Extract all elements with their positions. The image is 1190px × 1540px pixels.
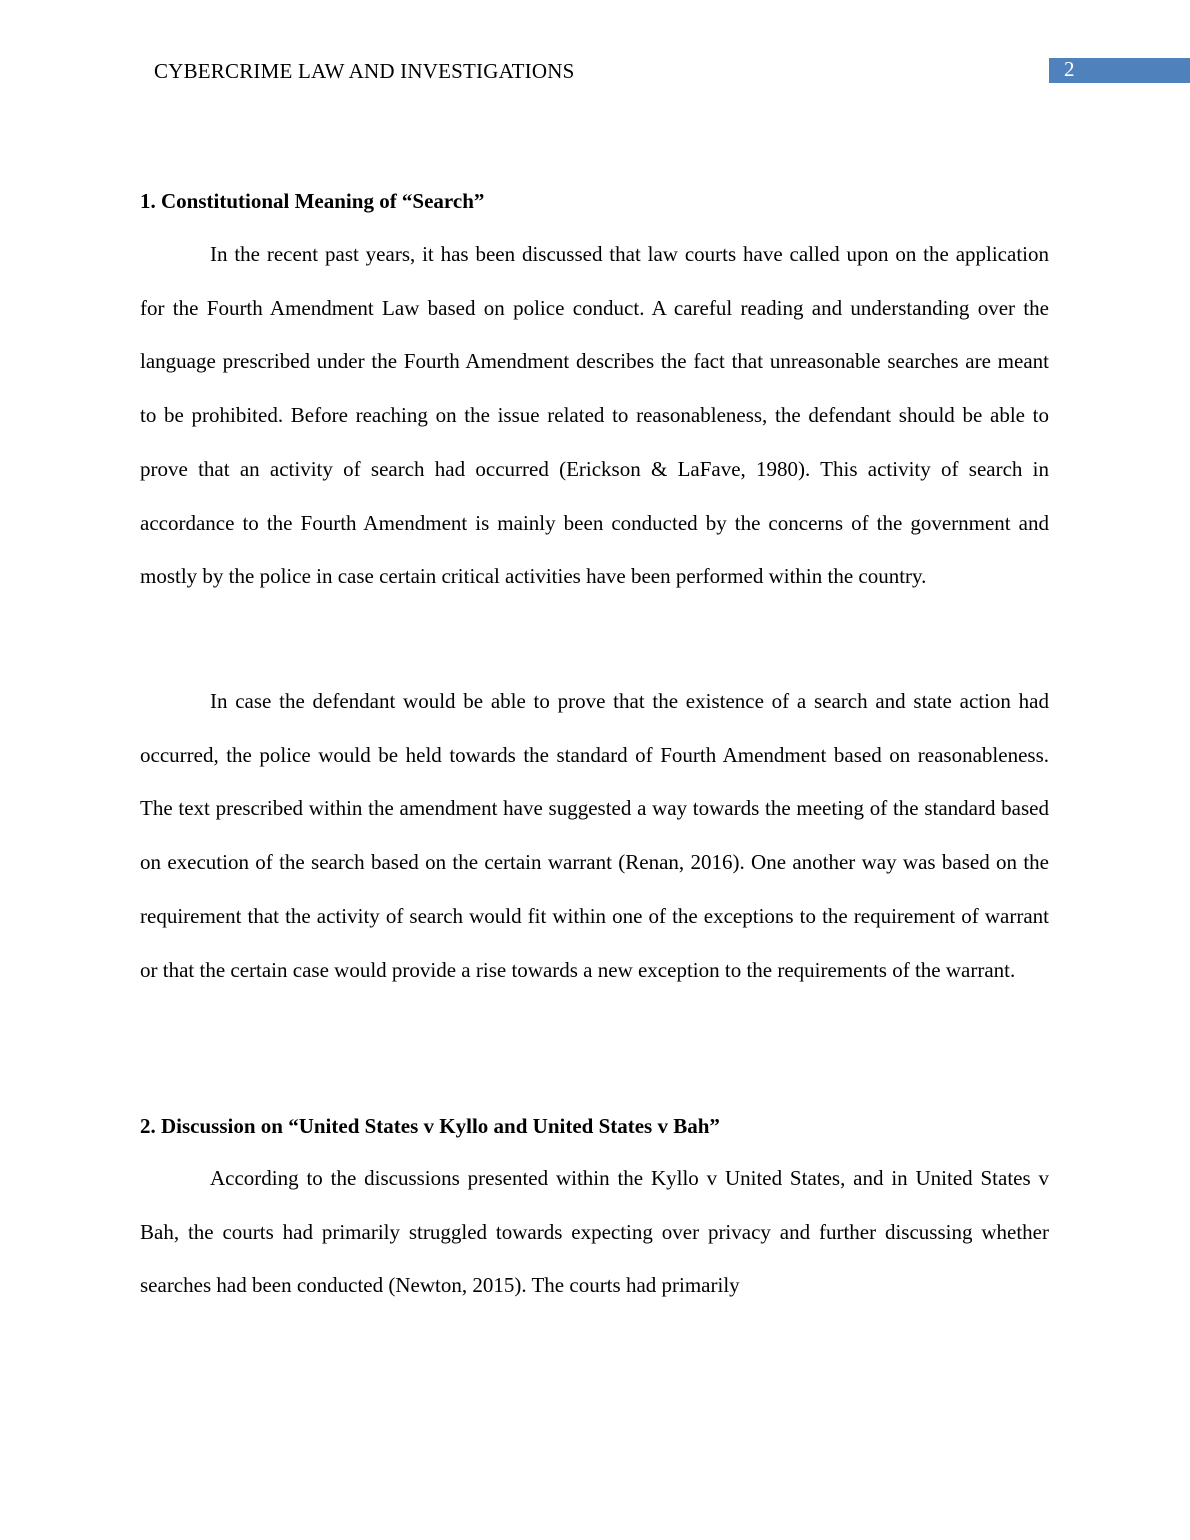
section-1-paragraph-2: In case the defendant would be able to prove that the existence of a search and state action had occurred, the police would be held towards the standard of Fourth Amendment based on reasonableness. The text prescribed within the amendment have suggested a way towards the meeting of the standard based on execution of the search based on the certain warrant (Renan, 2016). One another way was based on the requirement that the activity of search would fit within one of the exceptions to the requirement of warrant or that the certain case would provide a rise towards a new exception to the requirements of the warrant. [140,689,1049,982]
page-number-badge [1049,58,1190,83]
section-1-heading: 1. Constitutional Meaning of “Search” [140,189,485,213]
running-header-title: CYBERCRIME LAW AND INVESTIGATIONS [154,59,575,83]
page-number: 2 [1064,57,1075,81]
section-2-heading: 2. Discussion on “United States v Kyllo and United States v Bah” [140,1114,720,1138]
section-1-paragraph-1: In the recent past years, it has been discussed that law courts have called upon on the application for the Fourth Amendment Law based on police conduct. A careful reading and understanding over the language prescribed under the Fourth Amendment describes the fact that unreasonable searches are meant to be prohibited. Before reaching on the issue related to reasonableness, the defendant should be able to prove that an activity of search had occurred (Erickson & LaFave, 1980). This activity of search in accordance to the Fourth Amendment is mainly been conducted by the concerns of the government and mostly by the police in case certain critical activities have been performed within the country. [140,242,1049,589]
section-2-paragraph-1: According to the discussions presented within the Kyllo v United States, and in United States v Bah, the courts had primarily struggled towards expecting over privacy and further discussing whether searches had been conducted (Newton, 2015). The courts had primarily [140,1166,1049,1298]
